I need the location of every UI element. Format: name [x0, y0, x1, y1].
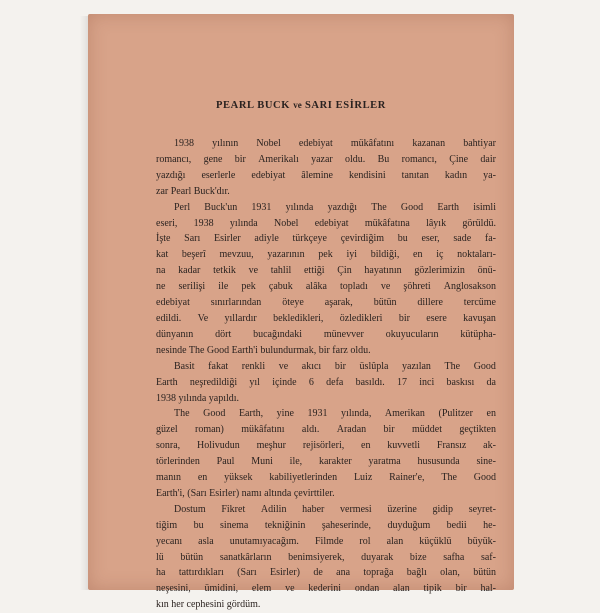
text-line: Dostum Fikret Adilin haber vermesi üzerine gidip seyret- — [174, 503, 496, 515]
text-line: tiğim bu sinema tekniğinin şaheserinde, duyduğum bedii he- — [156, 519, 496, 531]
text-line: dünyanın dört bucağındaki münevver okuyucuların kütüpha- — [156, 328, 496, 340]
text-line: edildi. Ve yıllardır bekledikleri, özledikleri bir esere kavuşan — [156, 312, 496, 324]
text-line: törlerinden Paul Muni ile, karakter yaratma hususunda sine- — [156, 456, 496, 468]
text-line: manın en yüksek kabiliyetlerinden Luiz Rainer'e, The Good — [156, 472, 496, 484]
text-line: sonra, Holivudun meşhur rejisörleri, en kuvvetli Fransız ak- — [156, 440, 496, 452]
page-edge-shadow — [80, 16, 88, 590]
text-line: Earth neşredildiği yıl içinde 6 defa basıldı. 17 inci baskısı da — [156, 376, 496, 388]
text-line: Basit fakat renkli ve akıcı bir üslûpla yazılan The Good — [174, 360, 496, 372]
text-line: Earth'i, (Sarı Esirler) namı altında çevirttiler. — [156, 487, 335, 499]
text-line: zar Pearl Buck'dır. — [156, 185, 230, 197]
text-line: 1938 yılında yapıldı. — [156, 392, 240, 404]
text-line: The Good Earth, yine 1931 yılında, Amerikan (Pulitzer en — [174, 408, 496, 420]
text-line: neşesini, ümidini, elem ve kederini ondan alan tipik bir hal- — [156, 583, 496, 595]
page-title — [88, 100, 514, 111]
text-line: Perl Buck'un 1931 yılında yazdığı The Good Earth isimli — [174, 201, 496, 213]
text-line: ne serilişi ile pek çabuk alâka topladı ve şöhreti Anglosakson — [156, 281, 496, 293]
text-line: na kadar tetkik ve tahlil ettiği Çin hayatının gözlerimizin önü- — [156, 265, 496, 277]
paragraph — [156, 200, 496, 359]
paragraph — [156, 136, 496, 200]
text-line: nesinde The Good Earth'i bulundurmak, bir farz oldu. — [156, 344, 371, 356]
text-line: edebiyat sınırlarından öteye aşarak, bütün dillere tercüme — [156, 297, 496, 309]
text-line: ha tattırdıkları (Sarı Esirler) de ana toprağa bağlı olan, bütün — [156, 567, 496, 579]
book-page — [88, 14, 514, 611]
title-part-2: SARI ESİRLER — [304, 100, 386, 111]
title-conjunction: ve — [293, 100, 302, 110]
text-line: yecanı asla unutamıyacağım. Filmde rol alan küçüklü büyük- — [156, 535, 496, 547]
text-line: 1938 yılının Nobel edebiyat mükâfatını kazanan bahtiyar — [174, 138, 496, 149]
title-part-1: PEARL BUCK — [216, 100, 290, 111]
text-line: İşte Sarı Esirler adiyle türkçeye çevirdiğim bu eser, sade fa- — [156, 233, 496, 245]
text-line: güzel roman) mükâfatını aldı. Aradan bir müddet geçtikten — [156, 424, 496, 436]
text-line: eseri, 1938 yılında Nobel edebiyat mükâfatına lâyık görüldü. — [156, 217, 496, 229]
text-line: kın her cephesini gördüm. — [156, 599, 261, 611]
text-line: romancı, gene bir Amerikalı yazar oldu. Bu romancı, Çine dair — [156, 153, 496, 165]
body-text — [156, 136, 496, 613]
paragraph — [156, 406, 496, 501]
paragraph — [156, 502, 496, 613]
text-line: lü bütün sanatkârların benimsiyerek, duyarak bize safha saf- — [156, 551, 496, 563]
text-line: yazdığı eserlerle edebiyat âlemine kendisini tanıtan kadın ya- — [156, 169, 496, 181]
paragraph — [156, 359, 496, 407]
text-line: kat beşerî mevzuu, yazarının pek iyi bildiği, en iç noktaları- — [156, 249, 496, 261]
